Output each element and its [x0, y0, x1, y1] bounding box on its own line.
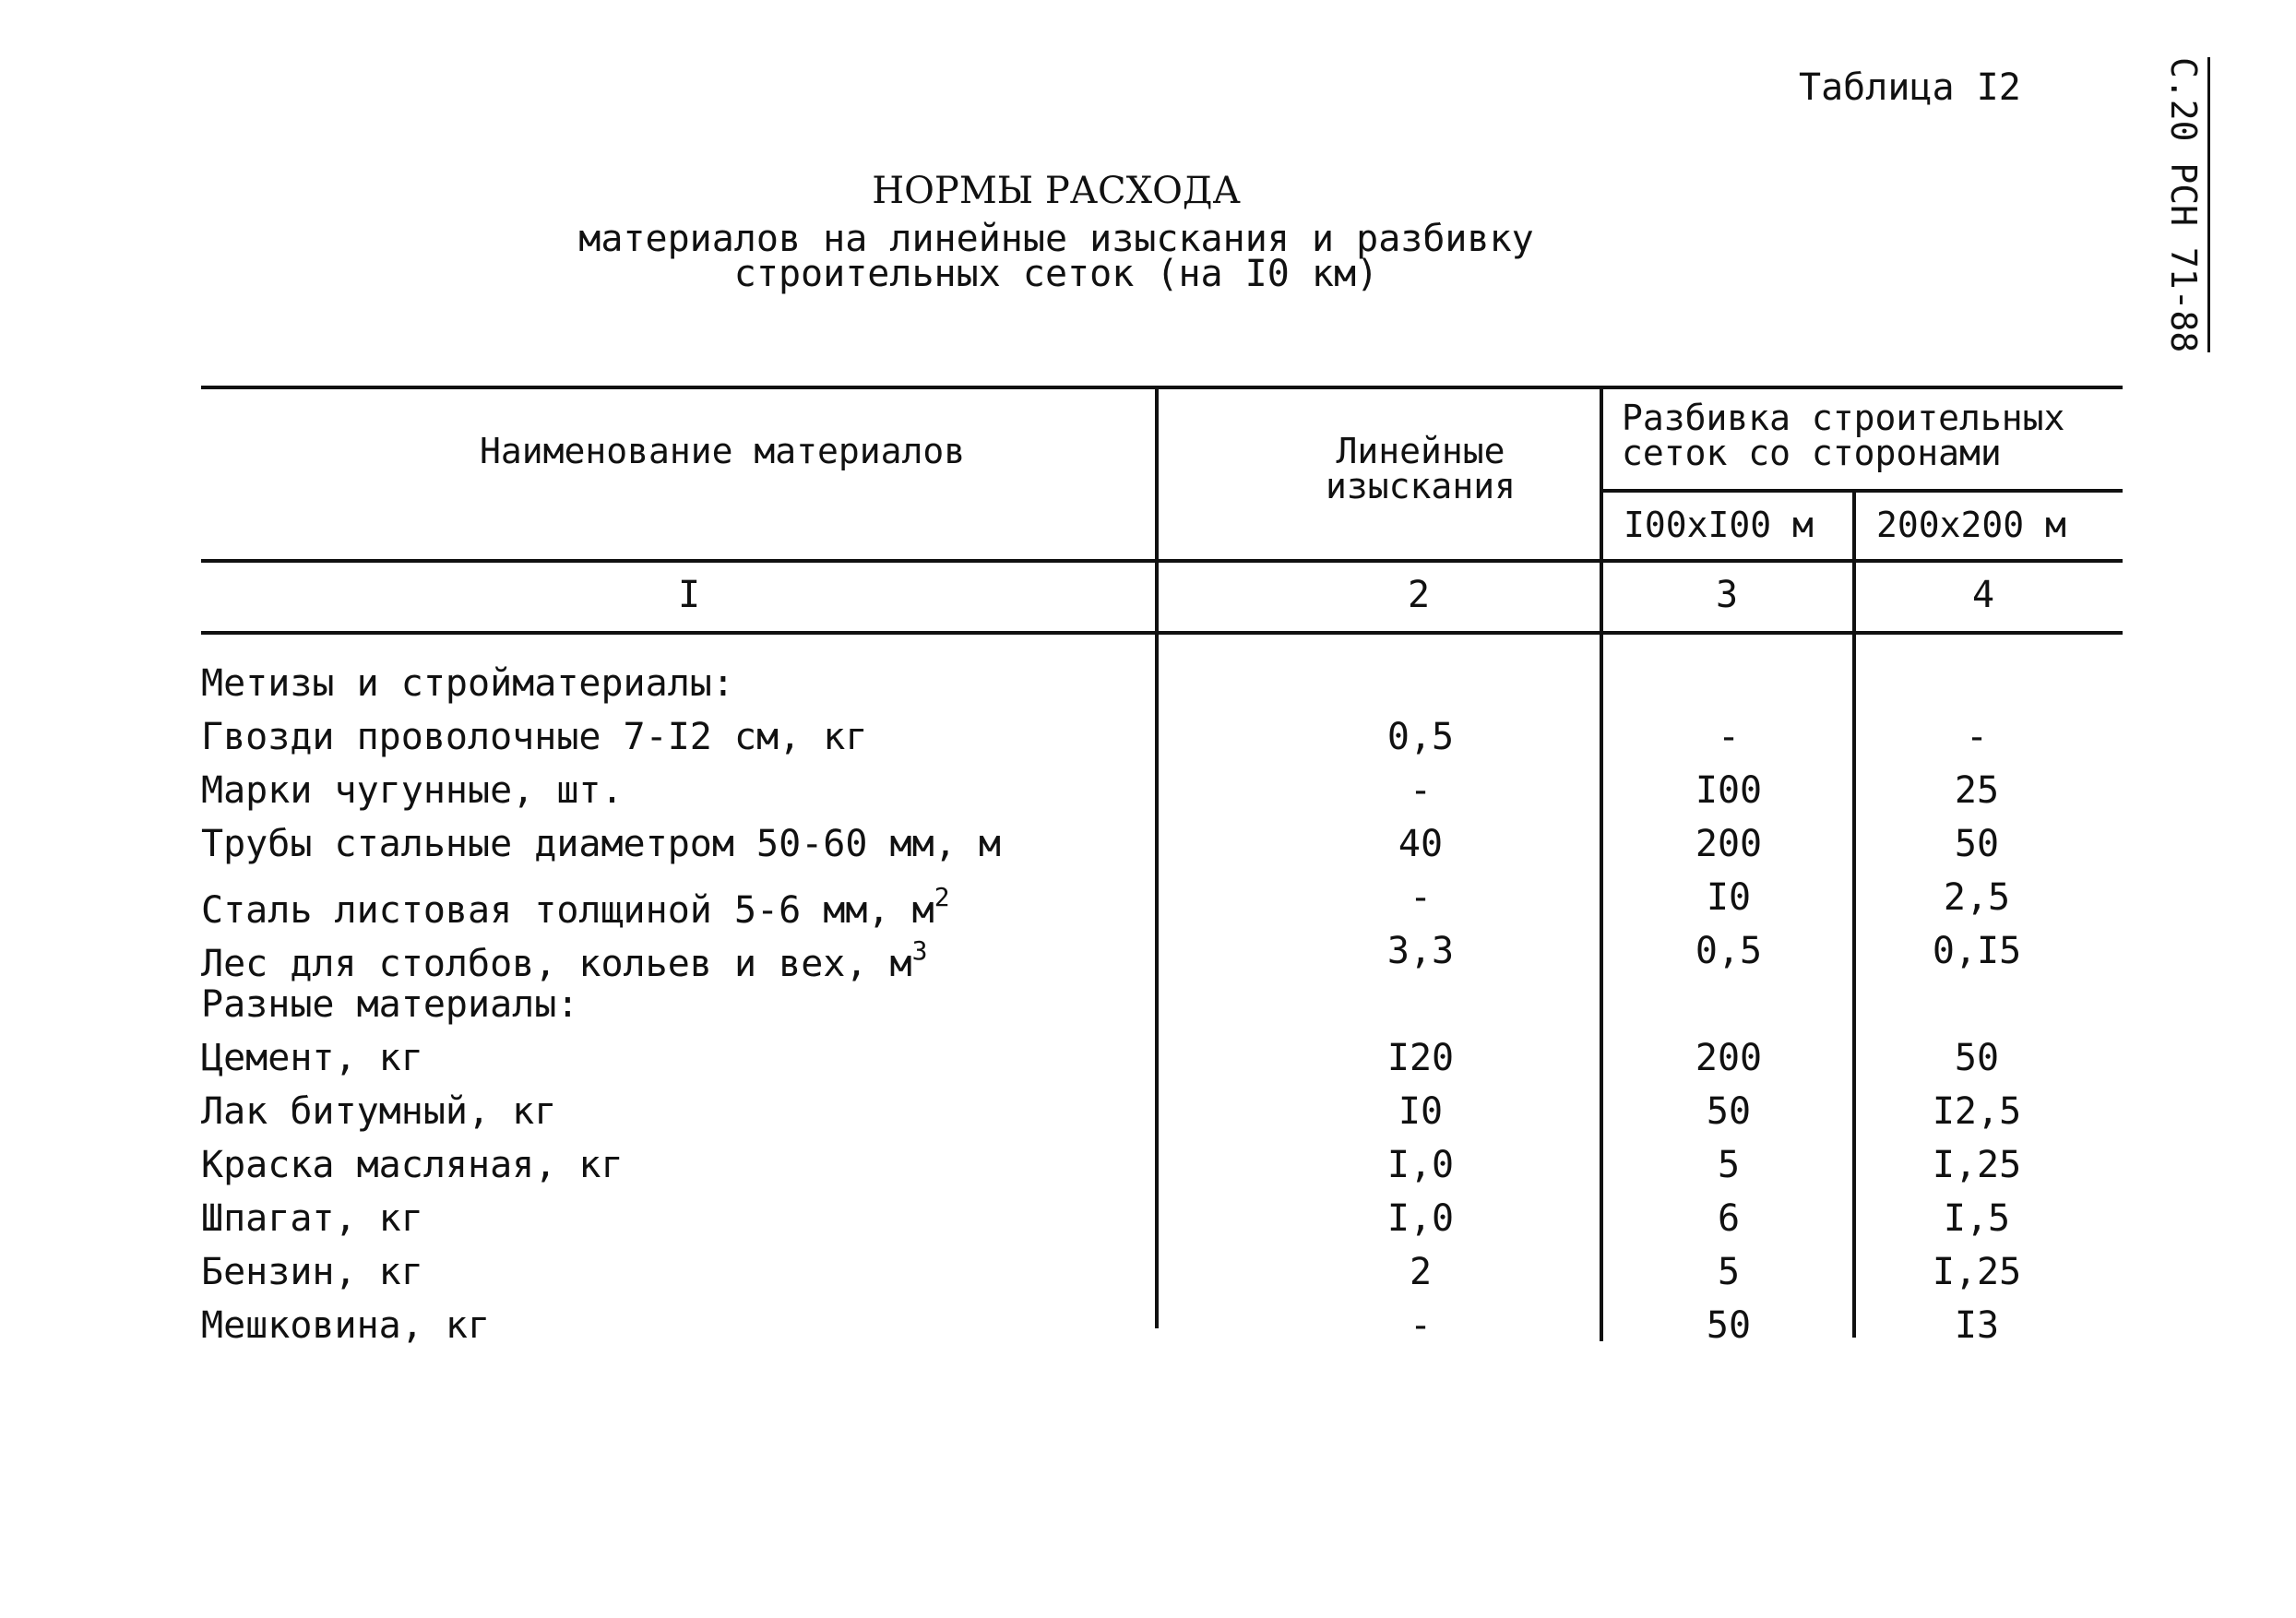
material-name: Лак битумный, кг: [201, 1090, 557, 1133]
column-header-grid-100: I00xI00 м: [1624, 505, 1814, 545]
page-title: НОРМЫ РАСХОДА: [872, 170, 1241, 212]
table-row: [0, 1192, 2296, 1245]
grid-200-value: I,25: [1932, 1144, 2022, 1186]
table-row: [0, 817, 2296, 871]
material-name: Цемент, кг: [201, 1037, 423, 1079]
table-row: [0, 657, 2296, 710]
grid-200-value: 50: [1954, 823, 2000, 865]
material-name: Краска масляная, кг: [201, 1144, 624, 1186]
column-header-grid-200: 200x200 м: [1876, 505, 2066, 545]
grid-100-value: 0,5: [1695, 930, 1763, 972]
table-row: [0, 1085, 2296, 1138]
survey-value: I,0: [1386, 1197, 1455, 1240]
grid-100-value: -: [1717, 716, 1741, 758]
survey-value: 3,3: [1386, 930, 1455, 972]
column-number-4: 4: [1971, 574, 1995, 616]
numbers-bottom-rule: [201, 631, 2123, 635]
grid-200-value: 50: [1954, 1037, 2000, 1079]
survey-value: I20: [1386, 1037, 1455, 1079]
grid-100-value: 5: [1717, 1251, 1741, 1293]
table-row: [0, 924, 2296, 985]
column-number-row: [0, 568, 2296, 622]
material-name: Марки чугунные, шт.: [201, 769, 624, 812]
survey-value: -: [1409, 1304, 1433, 1347]
survey-value: I0: [1398, 1090, 1444, 1133]
grid-200-value: I,5: [1943, 1197, 2011, 1240]
survey-value: I,0: [1386, 1144, 1455, 1186]
table-row: [0, 1031, 2296, 1085]
column-header-survey: Линейные изыскания: [1326, 431, 1516, 506]
table-row: [0, 1138, 2296, 1192]
grid-100-value: 200: [1695, 823, 1763, 865]
unit-superscript: 3: [911, 935, 928, 966]
unit-superscript: 2: [934, 882, 950, 912]
table-row: [0, 1299, 2296, 1352]
material-name: Гвозди проволочные 7-I2 см, кг: [201, 716, 868, 758]
grid-100-value: 6: [1717, 1197, 1741, 1240]
document-code: С.20 РСН 71-88: [2163, 57, 2210, 352]
column-header-grid-group: Разбивка строительных сеток со сторонами: [1622, 398, 2065, 473]
page-subtitle: материалов на линейные изыскания и разбивку строительных сеток (на I0 км): [578, 218, 1534, 295]
subheader-rule: [1603, 489, 2123, 493]
table-label: Таблица I2: [1799, 66, 2021, 109]
column-header-name: Наименование материалов: [480, 431, 966, 471]
grid-200-value: -: [1965, 716, 1989, 758]
grid-200-value: 25: [1954, 769, 2000, 812]
material-name: Метизы и стройматериалы:: [201, 662, 734, 705]
survey-value: -: [1409, 769, 1433, 812]
material-name-text: Лес для столбов, кольев и вех, м: [201, 943, 912, 985]
table-row: [0, 871, 2296, 932]
grid-200-value: I2,5: [1932, 1090, 2022, 1133]
column-number-2: 2: [1407, 574, 1431, 616]
table-row: [0, 978, 2296, 1031]
material-name: Бензин, кг: [201, 1251, 423, 1293]
table-top-rule: [201, 386, 2123, 389]
grid-100-value: 200: [1695, 1037, 1763, 1079]
material-name: Мешковина, кг: [201, 1304, 491, 1347]
column-number-1: I: [678, 574, 701, 616]
survey-value: 0,5: [1386, 716, 1455, 758]
grid-200-value: 2,5: [1943, 876, 2011, 919]
material-name: Разные материалы:: [201, 983, 579, 1026]
material-name-text: Сталь листовая толщиной 5-6 мм, м: [201, 889, 934, 932]
table-row: [0, 1245, 2296, 1299]
grid-200-value: I,25: [1932, 1251, 2022, 1293]
grid-100-value: 50: [1706, 1090, 1752, 1133]
survey-value: 40: [1398, 823, 1444, 865]
grid-100-value: 5: [1717, 1144, 1741, 1186]
grid-100-value: 50: [1706, 1304, 1752, 1347]
grid-200-value: I3: [1954, 1304, 2000, 1347]
grid-100-value: I00: [1695, 769, 1763, 812]
survey-value: 2: [1409, 1251, 1433, 1293]
table-row: [0, 710, 2296, 764]
survey-value: -: [1409, 876, 1433, 919]
grid-100-value: I0: [1706, 876, 1752, 919]
header-bottom-rule: [201, 559, 2123, 563]
column-number-3: 3: [1715, 574, 1739, 616]
material-name: Шпагат, кг: [201, 1197, 423, 1240]
grid-200-value: 0,I5: [1932, 930, 2022, 972]
material-name: Трубы стальные диаметром 50-60 мм, м: [201, 823, 1001, 865]
table-row: [0, 764, 2296, 817]
